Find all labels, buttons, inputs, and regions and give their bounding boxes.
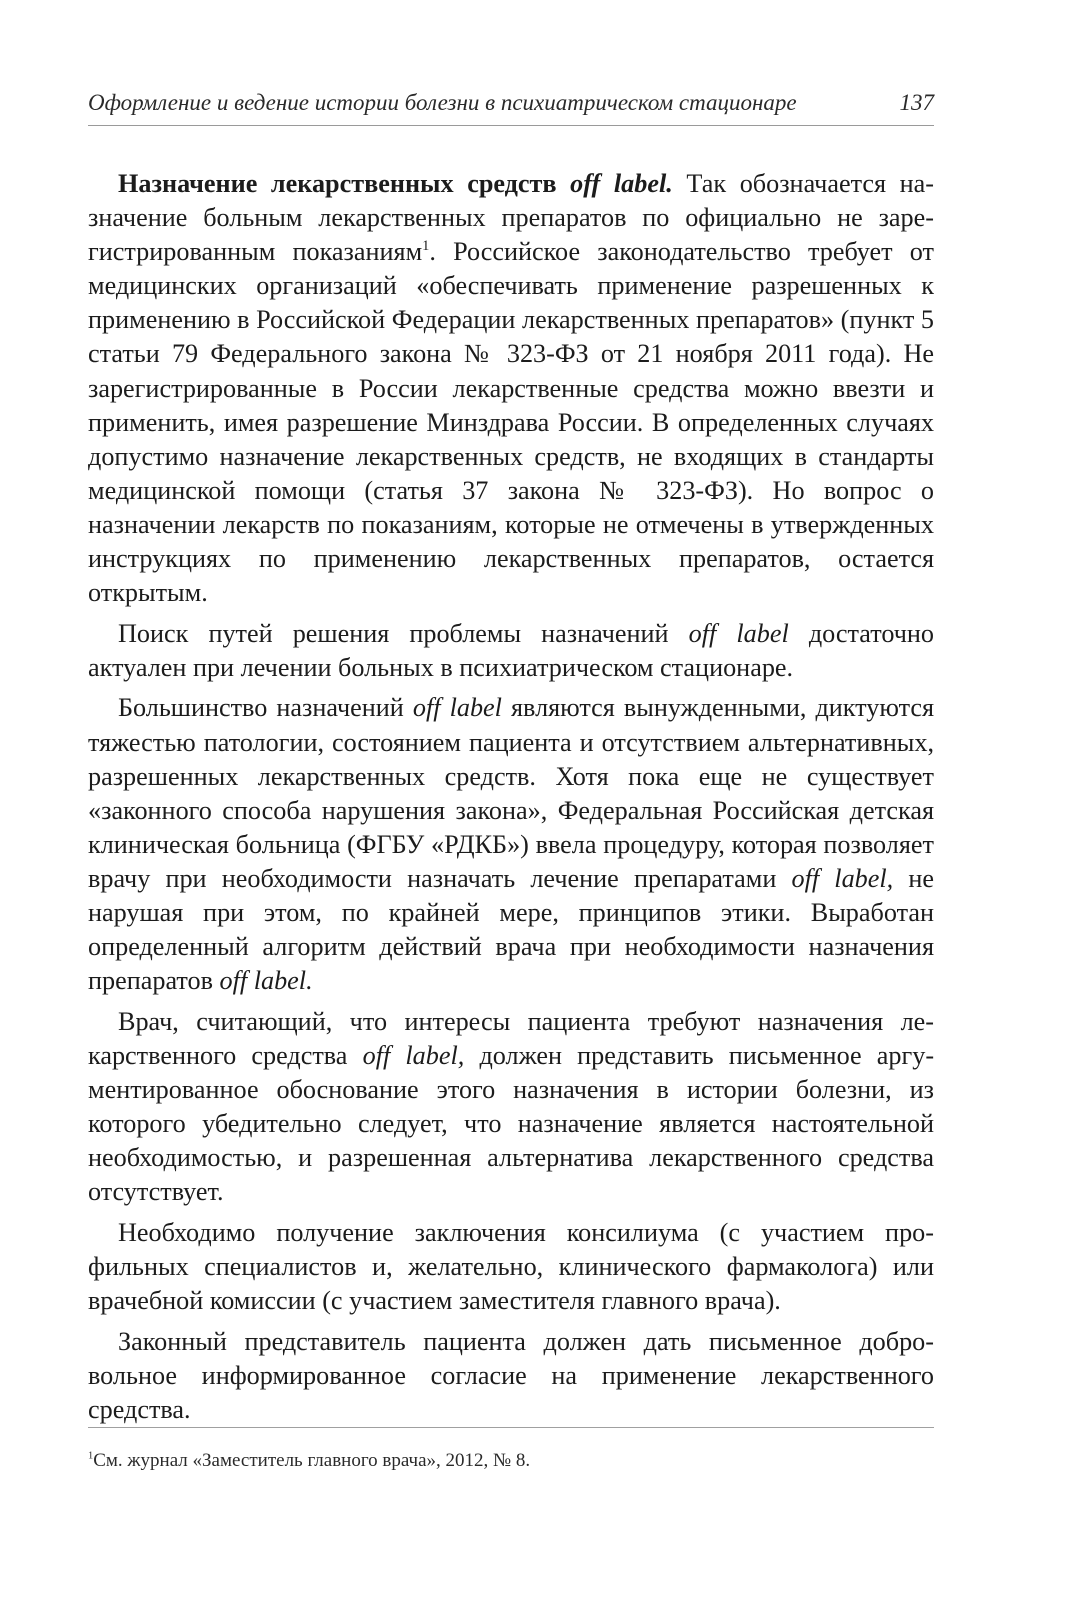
running-header-title: Оформление и ведение истории болезни в психиатрическом стационаре — [88, 90, 797, 115]
footnote-marker: 1 — [88, 1450, 94, 1462]
header-rule — [88, 125, 934, 126]
paragraph-1 — [88, 167, 934, 610]
footnote — [88, 1449, 934, 1473]
footnote-text: См. журнал «Заместитель главного врача», 2012, № 8. — [93, 1450, 531, 1471]
paragraph-2-text-a: Поиск путей решения проблемы назначений — [118, 618, 669, 648]
paragraph-2-term: off label — [688, 618, 789, 648]
paragraph-5 — [88, 1216, 934, 1318]
paragraph-6-text: Законный представитель пациента должен дать письменное добровольное информированное согласие на применение лекарственного средства. — [88, 1326, 934, 1424]
footnote-rule — [88, 1427, 934, 1428]
paragraph-1-text-a: Так обозначается назначение больным лекарственных препаратов по официально не зарегистрированным показаниям — [88, 169, 934, 267]
paragraph-1-text-b: . Российское законодательство требует от медицинских организаций «обеспечивать применение разрешенных к применению в Российской Федерации лекарственных препаратов» (пункт 5 статьи 79 Федерального закона № 323-ФЗ от 21 ноября 2011 года). Не зарегистрированные в России лекарственные средства можно ввезти и применить, имея разрешение Минздрава России. В определенных случаях допустимо назначение лекарственных средств, не входящих в стандарты медицинской помощи (статья 37 закона № 323-ФЗ). Но вопрос о назначении лекарств по показаниям, которые не отмечены в утвержденных инструкциях по применению лекарственных препаратов, остается открытым. — [88, 237, 934, 608]
paragraph-3-text-a: Большинство назначений — [118, 693, 404, 723]
paragraph-4 — [88, 1005, 934, 1210]
paragraph-4-text-b: должен представить письменное аргументированное обоснование этого назначения в истории болезни, из которого убедительно следует, что назначение является настоятельной необходимостью, и разрешенная альтернатива лекарственного средства отсутствует. — [88, 1040, 935, 1207]
paragraph-4-text-a: Врач, считающий, что интересы пациента требуют назначения лекарственного средства — [88, 1006, 934, 1070]
paragraph-1-lead-term: off label. — [570, 169, 673, 198]
paragraph-2-text-b: достаточно актуален при лечении больных в психиатрическом стационаре. — [88, 618, 935, 682]
page-number: 137 — [899, 90, 934, 115]
paragraph-5-text: Необходимо получение заключения консилиума (с участием профильных специалистов и, желательно, клинического фармаколога) или врачебной комиссии (с участием заместителя главного врача). — [88, 1217, 934, 1315]
paragraph-2 — [88, 617, 934, 685]
body-text — [88, 167, 934, 1433]
paragraph-3-term-3: off label. — [219, 966, 313, 996]
paragraph-4-term: off label, — [362, 1040, 465, 1070]
footnote-reference: 1 — [422, 238, 430, 255]
paragraph-1-lead: Назначение лекарственных средств off label. — [118, 169, 673, 198]
paragraph-3-term-2: off label, — [791, 863, 894, 893]
paragraph-3-text-b: являются вынужденными, диктуются тяжестью патологии, состоянием пациента и отсутствием альтернативных, разрешенных лекарственных средств. Хотя пока еще не существует «законного способа нарушения закона», Федеральная Российская детская клиническая больница (ФГБУ «РДКБ») ввела процедуру, которая позволяет врачу при необходимости назначать лечение препаратами — [88, 693, 935, 893]
paragraph-3 — [88, 691, 934, 998]
paragraph-3-text-c: не нарушая при этом, по крайней мере, принципов этики. Выработан определенный алгоритм действий врача при необходимости назначения препаратов — [88, 863, 935, 996]
paragraph-3-term-1: off label — [412, 693, 502, 723]
paragraph-6 — [88, 1325, 934, 1427]
running-header — [88, 90, 934, 122]
